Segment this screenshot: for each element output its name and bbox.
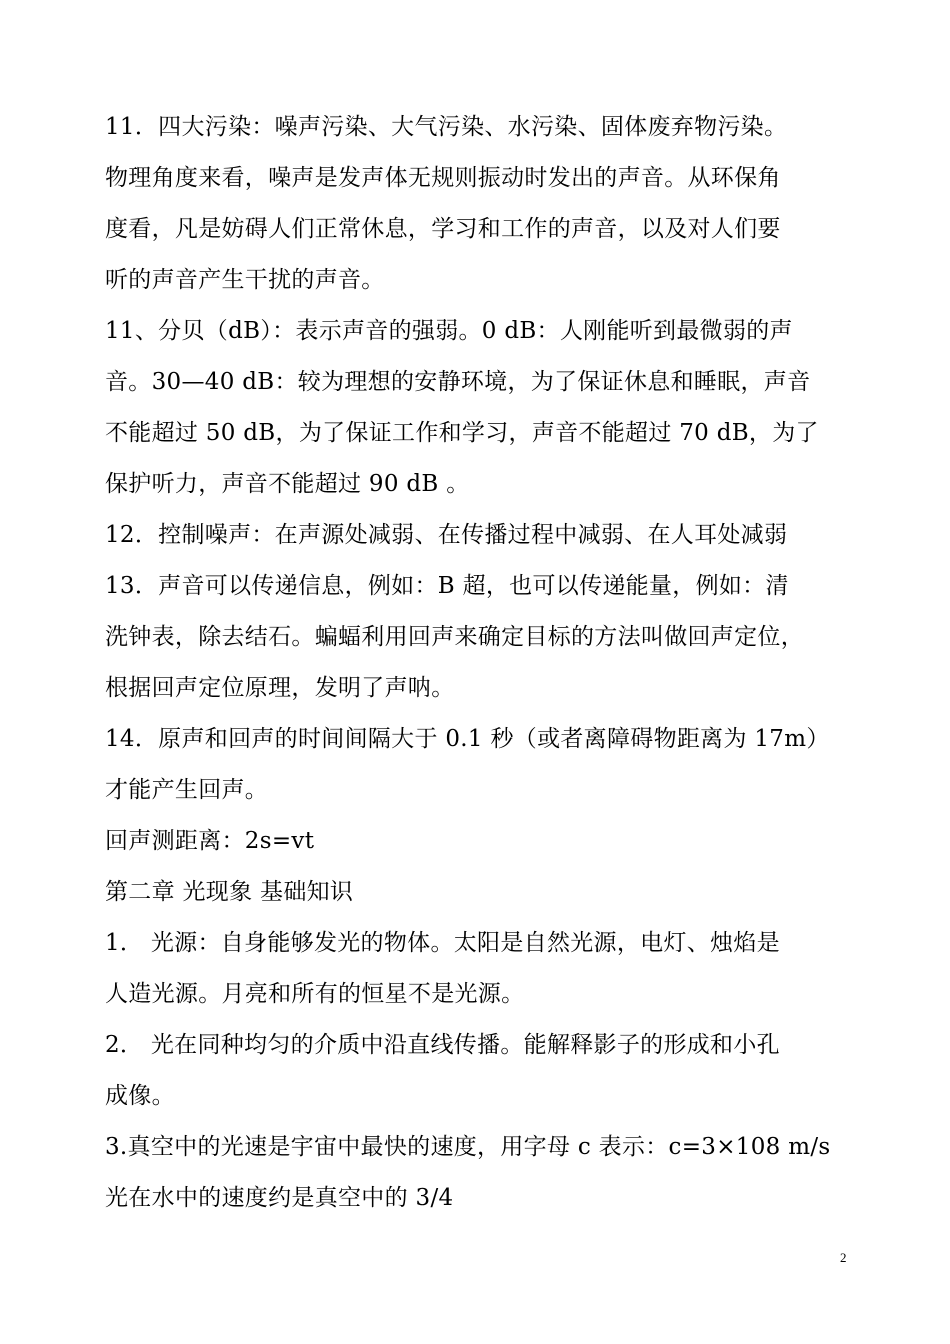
text-line: 光在水中的速度约是真空中的 3/4 [105,1185,454,1211]
text-line: 3.真空中的光速是宇宙中最快的速度，用字母 c 表示：c=3×108 m/s [105,1134,831,1160]
text-line: 不能超过 50 dB，为了保证工作和学习，声音不能超过 70 dB，为了 [105,420,819,446]
text-line: 11、分贝（dB）：表示声音的强弱。0 dB：人刚能听到最微弱的声 [105,318,793,344]
text-line: 人造光源。月亮和所有的恒星不是光源。 [105,981,525,1007]
text-line: 成像。 [105,1083,175,1109]
text-line: 根据回声定位原理，发明了声呐。 [105,675,455,701]
text-line: 2． 光在同种均匀的介质中沿直线传播。能解释影子的形成和小孔 [105,1032,780,1058]
text-line: 音。30—40 dB：较为理想的安静环境，为了保证休息和睡眠，声音 [105,369,811,395]
chapter-heading: 第二章 光现象 基础知识 [105,879,354,905]
text-line: 13．声音可以传递信息，例如：B 超，也可以传递能量，例如：清 [105,573,789,599]
text-line: 物理角度来看，噪声是发声体无规则振动时发出的声音。从环保角 [105,165,781,191]
text-line: 度看，凡是妨碍人们正常休息，学习和工作的声音，以及对人们要 [105,216,781,242]
document-body [105,102,850,1224]
text-line: 保护听力，声音不能超过 90 dB 。 [105,471,470,497]
text-line: 才能产生回声。 [105,777,269,803]
text-line: 14．原声和回声的时间间隔大于 0.1 秒（或者离障碍物距离为 17m） [105,726,830,752]
text-line: 11．四大污染：噪声污染、大气污染、水污染、固体废弃物污染。 [105,114,788,140]
text-line: 听的声音产生干扰的声音。 [105,267,385,293]
text-line: 洗钟表，除去结石。蝙蝠利用回声来确定目标的方法叫做回声定位， [105,624,804,650]
text-line: 回声测距离：2s=vt [105,828,315,854]
text-line: 1． 光源：自身能够发光的物体。太阳是自然光源，电灯、烛焰是 [105,930,780,956]
text-line: 12．控制噪声：在声源处减弱、在传播过程中减弱、在人耳处减弱 [105,522,788,548]
page-number: 2 [840,1250,847,1265]
